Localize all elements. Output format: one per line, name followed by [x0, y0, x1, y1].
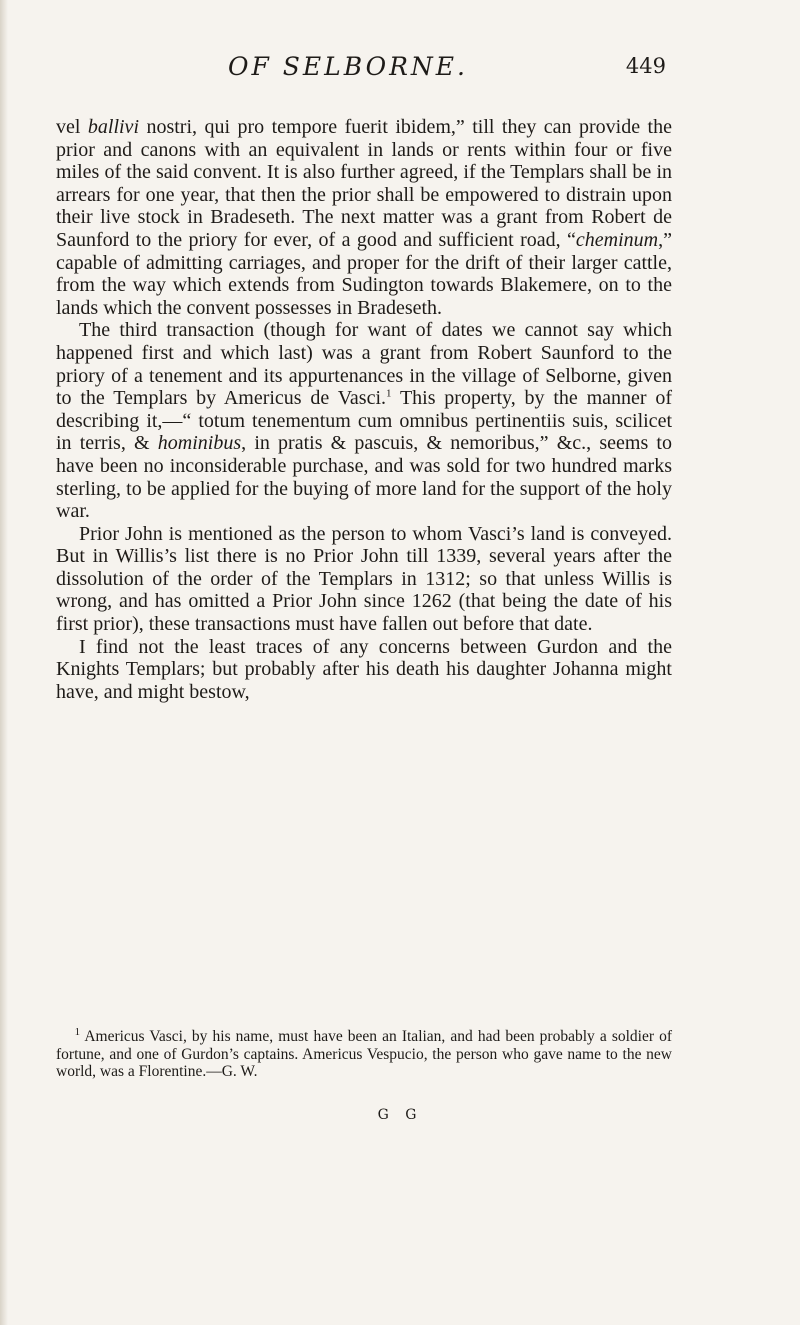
page-header — [30, 52, 666, 92]
text-run: The third transaction (though for want of dates we cannot say which happened first and which last) was a grant from Robert Saunford to the priory of a tenement and its appurtenances in the village of Selborne, given to the Templars by Americus de Vasci. — [56, 319, 672, 410]
paragraph-1 — [56, 116, 672, 319]
text-run: nostri, qui pro tempore fuerit ibidem,” till they can provide the prior and canons with an equivalent in lands or rents within four or five miles of the said convent. It is also further agreed, if the Templars shall be in arrears for one year, that then the prior shall be empowered to distrain upon their live stock in Bradeseth. The next matter was a grant from Robert de Saunford to the priory for ever, of a good and sufficient road, “ — [56, 116, 672, 251]
body-text — [56, 116, 672, 703]
footnote-reference: 1 — [386, 387, 392, 400]
paragraph-4 — [56, 636, 672, 704]
italic-run: hominibus — [157, 432, 242, 455]
page-number: 449 — [625, 54, 666, 78]
italic-run: ballivi — [87, 116, 139, 138]
running-head: OF SELBORNE. — [228, 52, 468, 81]
italic-run: cheminum — [575, 228, 659, 251]
signature-mark: G G — [377, 1107, 423, 1123]
paragraph-3 — [56, 523, 672, 636]
text-run: Prior John is mentioned as the person to whom Vasci’s land is conveyed. But in Willis’s list there is no Prior John till 1339, several years after the dissolution of the order of the Templars in 1312; so that unless Willis is wrong, and has omitted a Prior John since 1262 (that being the date of his first prior), these transactions must have fallen out before that date. — [56, 522, 672, 636]
paragraph-2 — [56, 319, 672, 522]
footnote — [56, 1025, 672, 1081]
footnote-text: Americus Vasci, by his name, must have been an Italian, and had been probably a soldier of fortune, and one of Gurdon’s captains. Americus Vespucio, the person who gave name to the new world, was a Florentine.—G. W. — [56, 1028, 672, 1080]
text-run: ,” capable of admitting carriages, and proper for the drift of their larger cattle, from the way which extends from Sudington towards Blakemere, on to the lands which the convent possesses in Bradeseth. — [56, 228, 672, 319]
text-run: I find not the least traces of any concerns between Gurdon and the Knights Templars; but probably after his death his daughter Johanna might have, and might bestow, — [56, 635, 672, 703]
page-edge-shadow — [0, 0, 8, 1325]
text-run: , in pratis & pascuis, & nemoribus,” &c., seems to have been no inconsiderable purchase, and was sold for two hundred marks sterling, to be applied for the buying of more land for the support of the holy war. — [56, 432, 672, 523]
text-run: This property, by the manner of describing it,—“ totum tenementum cum omnibus pertinentiis suis, scilicet in terris, & — [56, 387, 672, 455]
text-run: vel — [56, 116, 88, 138]
footnote-marker: 1 — [74, 1025, 81, 1038]
